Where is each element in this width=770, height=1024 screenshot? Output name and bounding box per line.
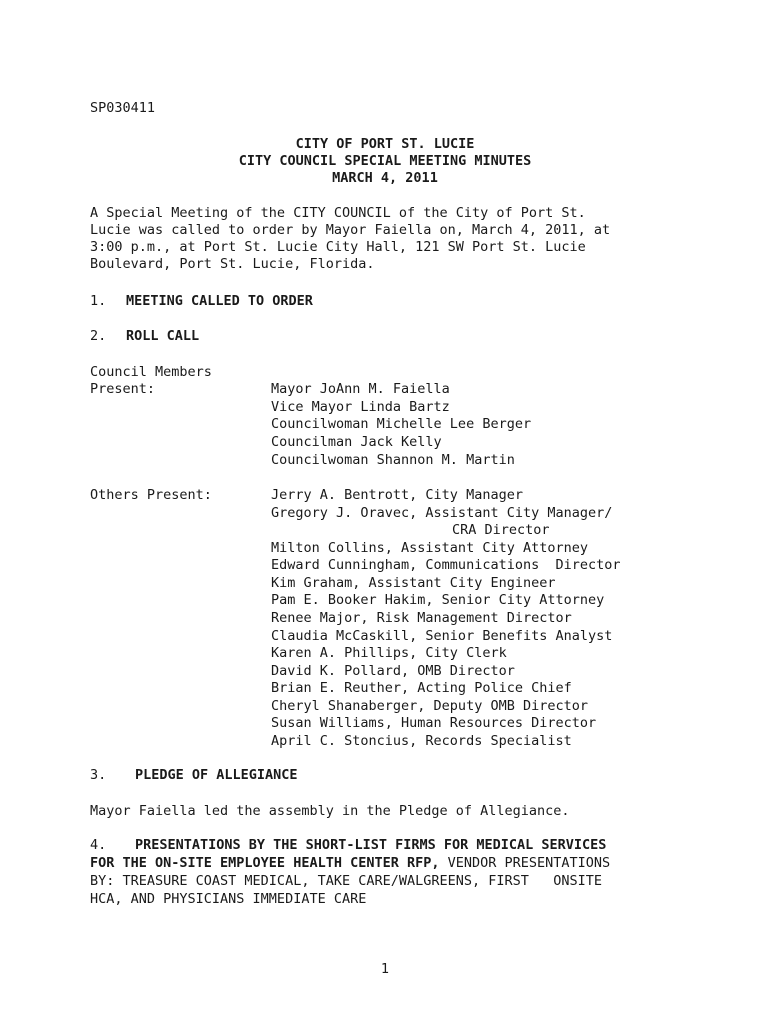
staff-member: Gregory J. Oravec, Assistant City Manager/ — [271, 505, 613, 521]
council-label: Council Members — [90, 364, 212, 380]
item-1-title: MEETING CALLED TO ORDER — [126, 293, 313, 309]
page-number: 1 — [380, 961, 390, 977]
item-2-title: ROLL CALL — [126, 328, 200, 344]
item-4-number: 4. — [90, 837, 107, 853]
intro-paragraph — [90, 205, 682, 273]
staff-member: Pam E. Booker Hakim, Senior City Attorney — [271, 592, 605, 608]
others-present-label: Others Present: — [90, 487, 212, 503]
header-meeting-title: CITY COUNCIL SPECIAL MEETING MINUTES — [238, 153, 532, 169]
header-date: MARCH 4, 2011 — [332, 170, 438, 186]
item-1-number: 1. — [90, 293, 107, 309]
intro-line: 3:00 p.m., at Port St. Lucie City Hall, 121 SW Port St. Lucie — [90, 239, 586, 255]
staff-member: Cheryl Shanaberger, Deputy OMB Director — [271, 698, 588, 714]
staff-member: Renee Major, Risk Management Director — [271, 610, 572, 626]
staff-member: Brian E. Reuther, Acting Police Chief — [271, 680, 572, 696]
item-2-number: 2. — [90, 328, 107, 344]
header-city: CITY OF PORT ST. LUCIE — [295, 136, 475, 152]
staff-member-continued: CRA Director — [452, 522, 550, 538]
staff-member: David K. Pollard, OMB Director — [271, 663, 515, 679]
intro-line: Lucie was called to order by Mayor Faiella on, March 4, 2011, at — [90, 222, 611, 238]
intro-line: Boulevard, Port St. Lucie, Florida. — [90, 256, 375, 272]
pledge-text: Mayor Faiella led the assembly in the Pledge of Allegiance. — [90, 803, 570, 819]
item-4-line — [90, 855, 610, 872]
staff-member: Kim Graham, Assistant City Engineer — [271, 575, 556, 591]
item-3-title: PLEDGE OF ALLEGIANCE — [135, 767, 298, 783]
item-4-line: HCA, AND PHYSICIANS IMMEDIATE CARE — [90, 891, 367, 907]
item-4-line: BY: TREASURE COAST MEDICAL, TAKE CARE/WALGREENS, FIRST ONSITE — [90, 873, 603, 889]
staff-member: Edward Cunningham, Communications Director — [271, 557, 621, 573]
staff-member: Susan Williams, Human Resources Director — [271, 715, 597, 731]
item-3-number: 3. — [90, 767, 107, 783]
document-id: SP030411 — [90, 100, 156, 116]
council-member: Vice Mayor Linda Bartz — [271, 399, 450, 415]
council-member: Mayor JoAnn M. Faiella — [271, 381, 450, 397]
staff-member: Milton Collins, Assistant City Attorney — [271, 540, 588, 556]
staff-member: Jerry A. Bentrott, City Manager — [271, 487, 523, 503]
staff-member: April C. Stoncius, Records Specialist — [271, 733, 572, 749]
staff-member: Karen A. Phillips, City Clerk — [271, 645, 507, 661]
item-4-vendor-presentations: VENDOR PRESENTATIONS — [439, 855, 611, 871]
council-member: Councilwoman Michelle Lee Berger — [271, 416, 532, 432]
item-4-title-continued: FOR THE ON-SITE EMPLOYEE HEALTH CENTER RFP, — [90, 855, 440, 871]
present-label: Present: — [90, 381, 156, 397]
item-4-title: PRESENTATIONS BY THE SHORT-LIST FIRMS FOR MEDICAL SERVICES — [135, 837, 607, 853]
intro-line: A Special Meeting of the CITY COUNCIL of the City of Port St. — [90, 205, 586, 221]
council-member: Councilwoman Shannon M. Martin — [271, 452, 515, 468]
council-member: Councilman Jack Kelly — [271, 434, 442, 450]
staff-member: Claudia McCaskill, Senior Benefits Analyst — [271, 628, 613, 644]
